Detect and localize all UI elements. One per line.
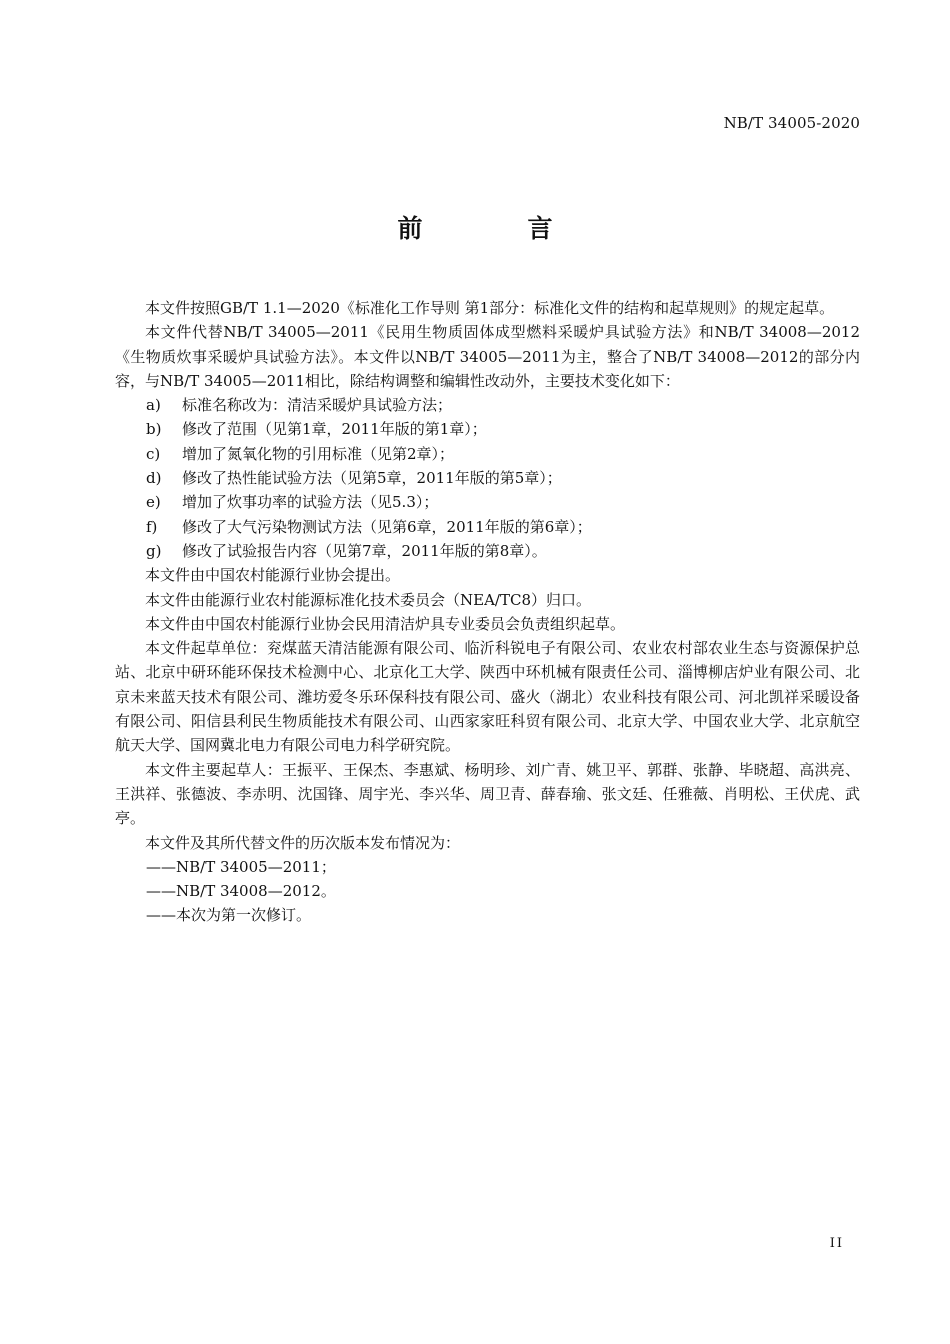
list-item-text: 增加了氮氧化物的引用标准（见第2章）； (182, 444, 455, 463)
foreword-body (115, 296, 860, 928)
list-item (115, 442, 860, 466)
list-item (115, 515, 860, 539)
list-item-text: 标准名称改为：清洁采暖炉具试验方法； (182, 396, 453, 415)
history-item: ——本次为第一次修订。 (146, 906, 312, 925)
list-item-text: 修改了热性能试验方法（见第5章，2011年版的第5章）； (182, 469, 562, 488)
list-item-text: 增加了炊事功率的试验方法（见5.3）； (182, 493, 439, 512)
history-list (115, 855, 860, 928)
list-marker: a) (146, 396, 161, 415)
paragraph-organizer: 本文件由中国农村能源行业协会民用清洁炉具专业委员会负责组织起草。 (145, 614, 626, 633)
list-item (115, 393, 860, 417)
list-marker: c) (146, 444, 161, 463)
list-item-text: 修改了范围（见第1章，2011年版的第1章）； (182, 420, 487, 439)
list-marker: b) (146, 420, 162, 439)
changes-list (115, 393, 860, 563)
list-item (115, 490, 860, 514)
standard-code: NB/T 34005-2020 (723, 114, 860, 132)
list-item (115, 539, 860, 563)
paragraph-drafters: 本文件主要起草人：王振平、王保杰、李惠斌、杨明珍、刘广青、姚卫平、郭群、张静、毕晓超、高洪亮、王洪祥、张德波、李赤明、沈国锋、周宇光、李兴华、周卫青、薛春瑜、张文廷、任雅薇、肖明松、王伏虎、武亭。 (115, 760, 860, 828)
list-marker: g) (146, 541, 162, 560)
paragraph-history-intro: 本文件及其所代替文件的历次版本发布情况为： (145, 833, 461, 852)
history-item: ——NB/T 34005—2011； (146, 857, 336, 876)
history-item: ——NB/T 34008—2012。 (146, 882, 336, 901)
list-item-text: 修改了大气污染物测试方法（见第6章，2011年版的第6章）； (182, 517, 592, 536)
list-item (115, 466, 860, 490)
page-title: 前 言 (397, 214, 593, 243)
page-number: II (829, 1236, 844, 1251)
list-marker: d) (146, 469, 162, 488)
list-marker: f) (146, 517, 158, 536)
paragraph-drafting-rules: 本文件按照GB/T 1.1—2020《标准化工作导则 第1部分：标准化文件的结构和起草规则》的规定起草。 (145, 299, 835, 317)
paragraph-replacement: 本文件代替NB/T 34005—2011《民用生物质固体成型燃料采暖炉具试验方法》和NB/T 34008—2012《生物质炊事采暖炉具试验方法》。本文件以NB/T 34005—2011为主，整合了NB/T 34008—2012的部分内容，与NB/T 34005—2011相比，除结构调整和编辑性改动外，主要技术变化如下： (115, 323, 860, 390)
paragraph-proposer: 本文件由中国农村能源行业协会提出。 (145, 566, 401, 585)
list-item (115, 417, 860, 441)
list-marker: e) (146, 493, 161, 512)
paragraph-administrator: 本文件由能源行业农村能源标准化技术委员会（NEA/TC8）归口。 (145, 590, 591, 609)
list-item-text: 修改了试验报告内容（见第7章，2011年版的第8章）。 (182, 541, 547, 560)
paragraph-drafting-units: 本文件起草单位：兖煤蓝天清洁能源有限公司、临沂科锐电子有限公司、农业农村部农业生态与资源保护总站、北京中研环能环保技术检测中心、北京化工大学、陕西中环机械有限责任公司、淄博柳店炉业有限公司、北京未来蓝天技术有限公司、潍坊爱冬乐环保科技有限公司、盛火（湖北）农业科技有限公司、河北凯祥采暖设备有限公司、阳信县利民生物质能技术有限公司、山西家家旺科贸有限公司、北京大学、中国农业大学、北京航空航天大学、国网冀北电力有限公司电力科学研究院。 (115, 639, 860, 755)
